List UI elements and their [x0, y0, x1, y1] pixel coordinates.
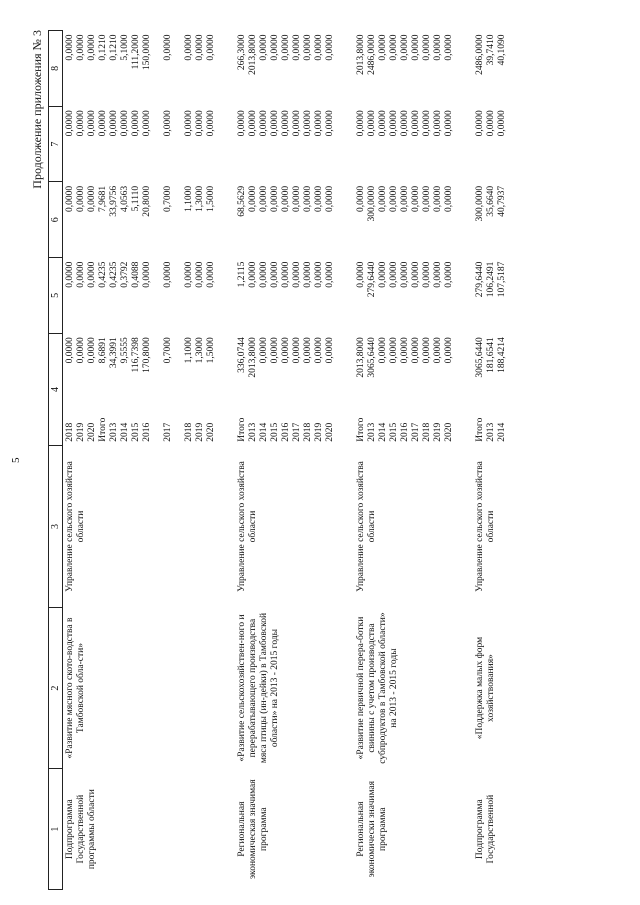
- year-cell-value: 2014: [378, 422, 388, 442]
- col5-values-value: 0,0000: [142, 261, 152, 288]
- col7-values: [354, 106, 457, 182]
- col8-values-value: 0,0000: [444, 34, 454, 61]
- col7-values-value: 0,0000: [497, 110, 507, 137]
- year-cell-value: 2019: [314, 422, 324, 442]
- col7-values-value: 0,0000: [65, 110, 75, 137]
- col7-values-value: 0,0000: [356, 110, 366, 137]
- col5-values-value: 279,6440: [475, 261, 485, 298]
- program-name-cell: «Развитие первичной перера-ботки свинины с учетом производства субпродуктов в Тамбовской области» на 2013 - 2015 годы: [356, 612, 399, 764]
- col6-values-value: 5,1110: [131, 185, 141, 212]
- year-cell-value: 2020: [87, 422, 97, 442]
- table-row: [354, 31, 457, 890]
- col6-values-value: 0,0000: [422, 185, 432, 213]
- col5-values-value: 1,2115: [237, 261, 247, 288]
- col6-values-value: 20,8000: [142, 185, 152, 217]
- col7-values-value: 0,0000: [486, 110, 496, 137]
- col6-values-value: 0,0000: [411, 185, 421, 213]
- header-col-3: 3: [49, 446, 63, 608]
- year-cell-value: [153, 413, 163, 442]
- header-col-5: 5: [49, 258, 63, 334]
- col7-values-value: 0,0000: [281, 110, 291, 137]
- col7-values-value: 0,0000: [292, 110, 302, 137]
- col8-values: [63, 31, 220, 107]
- col5-values-value: 0,0000: [65, 261, 75, 288]
- col5-values: [473, 258, 510, 334]
- col8-values-value: 0,0000: [281, 34, 291, 61]
- col7-values-value: 0,0000: [109, 110, 119, 137]
- col4-values-value: 0,0000: [87, 337, 97, 364]
- col7-values-value: 0,0000: [314, 110, 324, 137]
- col7-values-value: 0,0000: [206, 110, 216, 137]
- col6-values: [473, 182, 510, 258]
- col7-values-value: 0,0000: [248, 110, 258, 137]
- table-row: [235, 31, 338, 890]
- col8-values-value: 0,0000: [433, 34, 443, 61]
- col5-values-value: [174, 262, 184, 330]
- col4-values-value: 336,0744: [237, 337, 247, 373]
- col4-values-value: 0,0000: [325, 337, 335, 364]
- col7-values-value: 0,0000: [142, 110, 152, 137]
- col7-values-value: 0,0000: [76, 110, 86, 137]
- col4-values-value: 0,0000: [389, 337, 399, 364]
- year-cell-value: 2017: [163, 422, 173, 442]
- col7-values-value: 0,0000: [87, 110, 97, 137]
- program-type-cell: Региональная экономическая значимая программа: [237, 779, 269, 880]
- col6-values-value: 0,0000: [292, 185, 302, 213]
- year-cell-value: 2016: [281, 422, 291, 442]
- col7-values-value: 0,0000: [367, 110, 377, 137]
- year-cell: [63, 409, 220, 446]
- col8-values-value: 0,0000: [292, 34, 302, 61]
- col6-values-value: 4,0563: [120, 185, 130, 213]
- col8-values-value: 0,0000: [411, 34, 421, 61]
- col4-values-value: [174, 337, 184, 405]
- col4-values-value: 0,0000: [411, 337, 421, 364]
- col7-values-value: [174, 110, 184, 178]
- year-cell-value: 2013: [486, 422, 496, 442]
- col6-values-value: 0,0000: [400, 185, 410, 213]
- col6-values-value: 0,0000: [378, 185, 388, 213]
- col5-values-value: 0,3792: [120, 261, 130, 288]
- col8-values-value: 0,0000: [270, 34, 280, 61]
- year-cell-value: 2013: [367, 422, 377, 442]
- program-name-cell: «Развитие сельскохозяйствен-ного и перерабатывающего производства мяса птицы (ин-дейки) в Тамбовской области» на 2013 - 2015 годы: [237, 612, 280, 764]
- header-col-8: 8: [49, 31, 63, 107]
- col8-values-value: 0,0000: [163, 34, 173, 61]
- col8-values-value: 0,0000: [314, 34, 324, 61]
- col8-values-value: 111,2000: [131, 34, 141, 70]
- col6-values-value: 0,0000: [303, 185, 313, 213]
- col8-values-value: 150,0000: [142, 34, 152, 71]
- year-cell-value: Итого: [98, 417, 108, 442]
- col8-values-value: 2013,8000: [356, 34, 366, 75]
- col4-values-value: 188,4214: [497, 337, 507, 373]
- col8-values-value: 0,0000: [303, 34, 313, 61]
- year-cell-value: 2019: [433, 422, 443, 442]
- col7-values-value: 0,0000: [163, 110, 173, 137]
- col5-values-value: 0,0000: [195, 261, 205, 288]
- col8-values-value: 5,1000: [120, 34, 130, 61]
- col5-values-value: 107,5187: [497, 261, 507, 298]
- col7-values: [473, 106, 510, 182]
- table-header: [49, 31, 63, 890]
- col6-values-value: 35,6640: [486, 185, 496, 217]
- col6-values-value: 33,9756: [109, 185, 119, 217]
- header-col-7: 7: [49, 106, 63, 182]
- year-cell-value: 2018: [65, 422, 75, 442]
- col6-values-value: 300,0000: [475, 185, 485, 222]
- col6-values-value: 0,0000: [314, 185, 324, 213]
- col5-values-value: 0,0000: [281, 261, 291, 288]
- col8-values: [235, 31, 338, 107]
- col5-values-value: 0,0000: [248, 261, 258, 288]
- col5-values-value: 0,0000: [314, 261, 324, 288]
- col6-values: [235, 182, 338, 258]
- year-cell-value: 2015: [389, 422, 399, 442]
- col7-values-value: 0,0000: [237, 110, 247, 137]
- col4-values-value: 1,5000: [206, 337, 216, 364]
- table-body: [63, 31, 511, 890]
- col6-values-value: 0,0000: [65, 185, 75, 213]
- col6-values-value: 1,3000: [195, 185, 205, 213]
- col4-values-value: 2013,8000: [248, 337, 258, 378]
- col7-values-value: 0,0000: [325, 110, 335, 137]
- col7-values-value: 0,0000: [433, 110, 443, 137]
- year-cell-value: 2016: [142, 422, 152, 442]
- col6-values-value: 0,0000: [259, 185, 269, 213]
- year-cell-value: 2017: [411, 422, 421, 442]
- col4-values: [354, 333, 457, 409]
- col8-values: [473, 31, 510, 107]
- col6-values-value: 0,0000: [444, 185, 454, 213]
- col5-values-value: 0,0000: [259, 261, 269, 288]
- year-cell-value: 2019: [76, 422, 86, 442]
- col4-values-value: 1,1000: [184, 337, 194, 364]
- col4-values-value: 9,5555: [120, 337, 130, 364]
- col5-values-value: 0,0000: [184, 261, 194, 288]
- col7-values-value: 0,0000: [389, 110, 399, 137]
- col5-values: [235, 258, 338, 334]
- year-cell-value: Итого: [356, 417, 366, 442]
- col5-values-value: 0,0000: [87, 261, 97, 288]
- col7-values-value: 0,0000: [411, 110, 421, 137]
- year-cell-value: [174, 413, 184, 442]
- col8-values-value: 2486,0000: [367, 34, 377, 75]
- col8-values-value: 0,0000: [87, 34, 97, 61]
- col4-values-value: 181,6541: [486, 337, 496, 373]
- col5-values-value: 0,0000: [325, 261, 335, 288]
- col5-values: [63, 258, 220, 334]
- col5-values-value: 0,0000: [400, 261, 410, 288]
- program-name-cell: «Поддержка малых форм хозяйствования»: [475, 636, 496, 740]
- col7-values-value: 0,0000: [259, 110, 269, 137]
- header-col-4: 4: [49, 333, 63, 445]
- col4-values-value: 8,6891: [98, 337, 108, 364]
- col8-values-value: 2486,0000: [475, 34, 485, 75]
- executor-cell: Управление сельского хозяйства области: [65, 461, 86, 592]
- col6-values-value: 0,0000: [389, 185, 399, 213]
- year-cell-value: 2018: [184, 422, 194, 442]
- col5-values-value: 0,0000: [422, 261, 432, 288]
- col4-values: [473, 333, 510, 409]
- year-cell: [235, 409, 338, 446]
- col4-values-value: 0,0000: [281, 337, 291, 364]
- col5-values-value: 0,0000: [433, 261, 443, 288]
- col5-values-value: 0,4235: [98, 261, 108, 288]
- col7-values-value: 0,0000: [422, 110, 432, 137]
- col6-values-value: [174, 186, 184, 254]
- year-cell-value: 2014: [259, 422, 269, 442]
- program-type-cell: Подпрограмма Государственной: [475, 794, 496, 864]
- col5-values-value: 0,0000: [163, 261, 173, 288]
- col5-values-value: 0,0000: [378, 261, 388, 288]
- col5-values-value: 0,4235: [109, 261, 119, 288]
- year-cell: [473, 409, 510, 446]
- col7-values-value: 0,0000: [378, 110, 388, 137]
- year-cell-value: 2020: [206, 422, 216, 442]
- col6-values-value: 0,0000: [76, 185, 86, 213]
- col4-values-value: 0,0000: [314, 337, 324, 364]
- col8-values-value: 0,0000: [389, 34, 399, 61]
- col4-values-value: 0,0000: [422, 337, 432, 364]
- col6-values-value: 1,1000: [184, 185, 194, 213]
- col7-values-value: 0,0000: [303, 110, 313, 137]
- continuation-title: Продолжение приложения № 3: [30, 30, 44, 189]
- col6-values-value: 0,0000: [433, 185, 443, 213]
- col4-values-value: 34,3991: [109, 337, 119, 369]
- program-type-cell: Региональная экономически значимая программа: [356, 781, 388, 878]
- year-cell-value: Итого: [475, 417, 485, 442]
- col5-values-value: 0,0000: [270, 261, 280, 288]
- col6-values-value: 1,5000: [206, 185, 216, 213]
- row-separator: [338, 31, 354, 890]
- col5-values-value: 0,0000: [411, 261, 421, 288]
- col7-values-value: [153, 110, 163, 178]
- col7-values-value: 0,0000: [195, 110, 205, 137]
- col8-values-value: 0,0000: [422, 34, 432, 61]
- col7-values-value: 0,0000: [444, 110, 454, 137]
- col4-values: [63, 333, 220, 409]
- col6-values-value: 0,0000: [248, 185, 258, 213]
- col6-values-value: 0,0000: [87, 185, 97, 213]
- col4-values-value: 0,0000: [65, 337, 75, 364]
- col6-values-value: 0,0000: [325, 185, 335, 213]
- col6-values-value: 0,0000: [356, 185, 366, 213]
- year-cell-value: 2014: [497, 422, 507, 442]
- col4-values-value: 2013,8000: [356, 337, 366, 378]
- year-cell-value: 2014: [120, 422, 130, 442]
- col8-values-value: [174, 35, 184, 103]
- year-cell-value: Итого: [237, 417, 247, 442]
- header-col-1: 1: [49, 769, 63, 890]
- page-number: 5: [10, 457, 22, 463]
- col7-values-value: 0,0000: [98, 110, 108, 137]
- col8-values: [354, 31, 457, 107]
- col5-values-value: 0,0000: [356, 261, 366, 288]
- program-name-cell: «Развитие мясного ското-водства в Тамбовской обла-сти»: [65, 617, 86, 759]
- year-cell-value: 2013: [109, 422, 119, 442]
- table-row: [473, 31, 510, 890]
- col8-values-value: [153, 35, 163, 103]
- col6-values-value: [153, 186, 163, 254]
- year-cell-value: 2016: [400, 422, 410, 442]
- col5-values-value: 0,4088: [131, 261, 141, 288]
- col4-values-value: 0,0000: [270, 337, 280, 364]
- col4-values-value: 3065,6440: [367, 337, 377, 378]
- header-col-6: 6: [49, 182, 63, 258]
- col8-values-value: 0,0000: [76, 34, 86, 61]
- col4-values-value: 170,8000: [142, 337, 152, 373]
- col5-values-value: 0,0000: [206, 261, 216, 288]
- col7-values-value: 0,0000: [475, 110, 485, 137]
- year-cell-value: 2019: [195, 422, 205, 442]
- col8-values-value: 0,1210: [109, 34, 119, 61]
- col7-values-value: 0,0000: [400, 110, 410, 137]
- col4-values-value: 0,0000: [292, 337, 302, 364]
- col4-values-value: 0,0000: [400, 337, 410, 364]
- executor-cell: Управление сельского хозяйства области: [356, 461, 377, 592]
- table-row: [63, 31, 220, 890]
- executor-cell: Управление сельского хозяйства области: [237, 461, 258, 592]
- col7-values: [235, 106, 338, 182]
- year-cell-value: 2018: [422, 422, 432, 442]
- col8-values-value: 0,0000: [325, 34, 335, 61]
- col7-values-value: 0,0000: [120, 110, 130, 137]
- col5-values-value: 0,0000: [389, 261, 399, 288]
- col8-values-value: 0,0000: [259, 34, 269, 61]
- col4-values-value: 0,7000: [163, 337, 173, 364]
- header-col-2: 2: [49, 607, 63, 769]
- col4-values-value: [153, 337, 163, 405]
- col8-values-value: 266,3000: [237, 34, 247, 71]
- year-cell-value: 2020: [325, 422, 335, 442]
- col8-values-value: 0,0000: [195, 34, 205, 61]
- col8-values-value: 39,7410: [486, 34, 496, 66]
- row-separator: [219, 31, 235, 890]
- year-cell-value: 2017: [292, 422, 302, 442]
- col5-values: [354, 258, 457, 334]
- separator-cell: [457, 31, 473, 890]
- col7-values-value: 0,0000: [184, 110, 194, 137]
- separator-cell: [338, 31, 354, 890]
- col4-values-value: 1,3000: [195, 337, 205, 364]
- col5-values-value: 106,2491: [486, 261, 496, 298]
- col4-values-value: 0,0000: [433, 337, 443, 364]
- appendix-table: [48, 30, 510, 890]
- col8-values-value: 0,0000: [65, 34, 75, 61]
- col8-values-value: 40,1090: [497, 34, 507, 66]
- col7-values: [63, 106, 220, 182]
- col5-values-value: [153, 262, 163, 330]
- executor-cell: Управление сельского хозяйства области: [475, 461, 496, 592]
- col4-values-value: 0,0000: [76, 337, 86, 364]
- year-cell-value: 2015: [270, 422, 280, 442]
- col6-values-value: 0,7000: [163, 185, 173, 213]
- col8-values-value: 0,0000: [378, 34, 388, 61]
- col8-values-value: 0,0000: [400, 34, 410, 61]
- col4-values-value: 0,0000: [303, 337, 313, 364]
- col6-values-value: 300,0000: [367, 185, 377, 222]
- year-cell-value: 2015: [131, 422, 141, 442]
- col5-values-value: 0,0000: [444, 261, 454, 288]
- col8-values-value: 0,1210: [98, 34, 108, 61]
- col6-values-value: 7,9681: [98, 185, 108, 213]
- col8-values-value: 2013,8000: [248, 34, 258, 75]
- col4-values-value: 0,0000: [259, 337, 269, 364]
- col4-values-value: 3065,6440: [475, 337, 485, 378]
- col5-values-value: 279,6440: [367, 261, 377, 298]
- col5-values-value: 0,0000: [303, 261, 313, 288]
- col6-values-value: 68,5629: [237, 185, 247, 217]
- separator-cell: [219, 31, 235, 890]
- col7-values-value: 0,0000: [131, 110, 141, 137]
- col5-values-value: 0,0000: [292, 261, 302, 288]
- col4-values: [235, 333, 338, 409]
- col6-values: [354, 182, 457, 258]
- col8-values-value: 0,0000: [206, 34, 216, 61]
- row-separator: [457, 31, 473, 890]
- col4-values-value: 0,0000: [444, 337, 454, 364]
- col4-values-value: 0,0000: [378, 337, 388, 364]
- year-cell-value: 2020: [444, 422, 454, 442]
- col6-values-value: 0,0000: [270, 185, 280, 213]
- col6-values-value: 0,0000: [281, 185, 291, 213]
- program-type-cell: Подпрограмма Государственной программы области: [65, 789, 97, 870]
- col5-values-value: 0,0000: [76, 261, 86, 288]
- year-cell-value: 2013: [248, 422, 258, 442]
- col6-values: [63, 182, 220, 258]
- year-cell-value: 2018: [303, 422, 313, 442]
- col8-values-value: 0,0000: [184, 34, 194, 61]
- col6-values-value: 40,7937: [497, 185, 507, 217]
- col4-values-value: 116,7398: [131, 337, 141, 373]
- col7-values-value: 0,0000: [270, 110, 280, 137]
- year-cell: [354, 409, 457, 446]
